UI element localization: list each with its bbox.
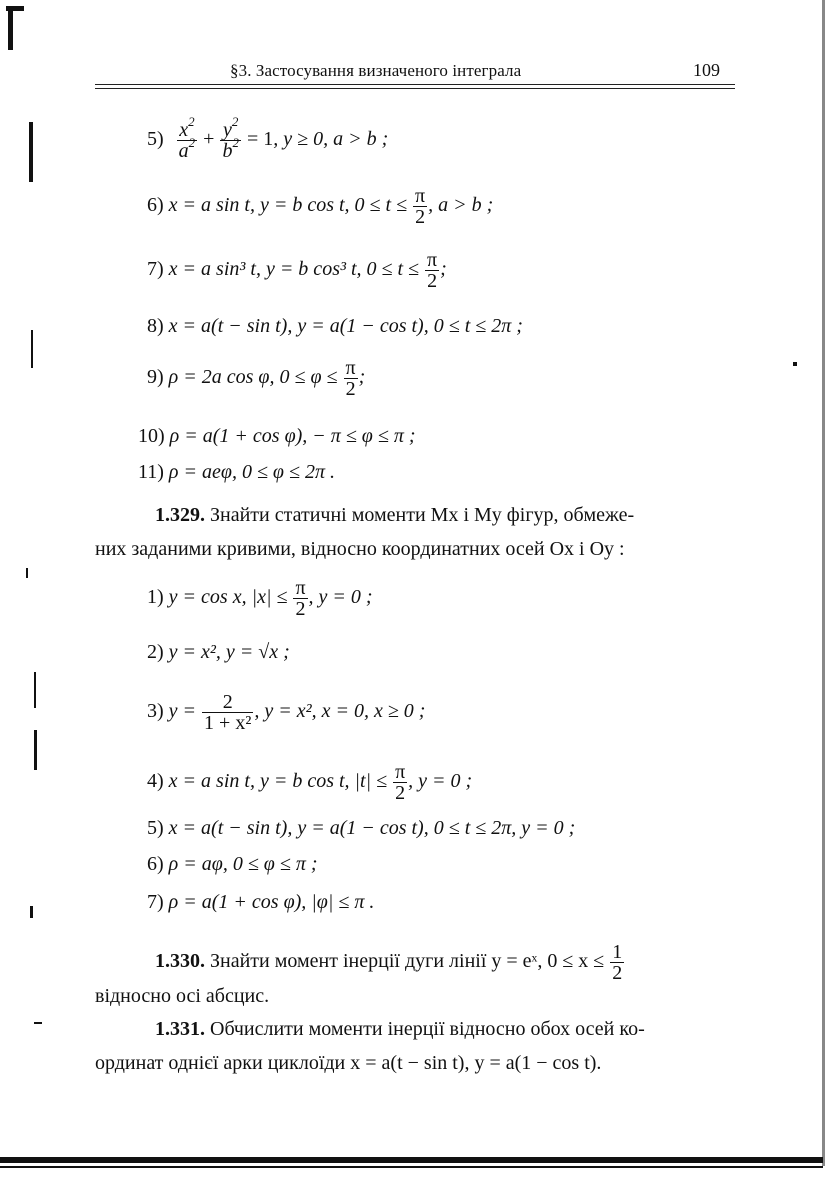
- formula-item-9: [147, 358, 365, 399]
- formula-text: ρ = aeφ, 0 ≤ φ ≤ 2π .: [168, 461, 335, 483]
- formula-item-8: [147, 314, 523, 338]
- item-number: 1): [147, 586, 164, 609]
- scan-speck: [29, 122, 33, 182]
- item-number: 11): [138, 461, 164, 483]
- formula-item-5: 5) $\frac{x^2}{a^2}$ + $\frac{y^2}{b^2}$ = 1, y ≥ 0, a > b ;: [147, 114, 389, 162]
- formula-text: y = cos x, |x| ≤: [168, 586, 288, 609]
- formula-text: x = a sin t, y = b cos t, 0 ≤ t ≤: [168, 194, 408, 217]
- fraction: $\frac{\pi}{2}$: [427, 249, 438, 292]
- formula-item-10: [138, 424, 416, 448]
- problem-1331-line2: ординат однієї арки циклоїди x = a(t − sin t), y = a(1 − cos t).: [95, 1052, 602, 1074]
- formula-1329-item-3: [147, 692, 425, 733]
- formula-text: , a > b ;: [428, 194, 494, 217]
- formula-text: ρ = aφ, 0 ≤ φ ≤ π ;: [168, 853, 318, 875]
- formula-1329-item-2: [147, 640, 290, 664]
- item-number: 5): [147, 817, 164, 839]
- formula-text: , y = 0 ;: [408, 770, 473, 793]
- item-number: 9): [147, 366, 164, 389]
- formula-1329-item-4: [147, 762, 472, 803]
- fraction: $\frac{1}{2}$: [612, 941, 623, 984]
- formula-1329-item-7: [147, 890, 374, 914]
- page-number: 109: [693, 60, 720, 80]
- problem-1329-line2: них заданими кривими, відносно координатних осей Ox і Oy :: [95, 538, 625, 560]
- scan-speck: [34, 1022, 42, 1024]
- item-number: 3): [147, 700, 164, 723]
- formula-text: y = x², y = √x ;: [168, 641, 290, 663]
- formula-item-7: [147, 250, 447, 291]
- formula-text: x = a sin³ t, y = b cos³ t, 0 ≤ t ≤: [168, 258, 420, 281]
- formula-item-11: [138, 460, 335, 484]
- formula-text: ρ = 2a cos φ, 0 ≤ φ ≤: [168, 366, 338, 389]
- formula-1329-item-5: [147, 816, 575, 840]
- condition: , y ≥ 0, a > b ;: [273, 128, 389, 151]
- page-bottom-edge: [0, 1157, 823, 1163]
- problem-1331-text: [95, 1012, 740, 1080]
- item-number: 5): [147, 128, 164, 151]
- fraction: $\frac{\pi}{2}$: [295, 577, 306, 620]
- item-number: 2): [147, 641, 164, 663]
- scan-speck: [30, 906, 33, 918]
- scan-speck: [34, 672, 36, 708]
- formula-text: y =: [168, 700, 197, 723]
- formula-text: ;: [358, 366, 366, 389]
- fraction: $\frac{\pi}{2}$: [415, 185, 426, 228]
- scan-speck: [26, 568, 28, 578]
- running-header-title: §3. Застосування визначеного інтеграла: [230, 61, 522, 80]
- item-number: 4): [147, 770, 164, 793]
- scan-speck: [793, 362, 797, 366]
- formula-1329-item-1: [147, 578, 373, 619]
- problem-number: 1.331.: [155, 1018, 205, 1040]
- formula-text: ρ = a(1 + cos φ), − π ≤ φ ≤ π ;: [169, 425, 416, 447]
- fraction: $\frac{\pi}{2}$: [345, 357, 356, 400]
- fraction: $\frac{\pi}{2}$: [395, 761, 406, 804]
- page-bottom-edge: [0, 1166, 823, 1168]
- fraction: $\frac{x^2}{a^2}$: [178, 114, 196, 162]
- header-rule: [95, 84, 735, 85]
- formula-text: x = a(t − sin t), y = a(1 − cos t), 0 ≤ t ≤ 2π, y = 0 ;: [168, 817, 576, 839]
- page-edge: [822, 0, 825, 1166]
- header-rule: [95, 88, 735, 89]
- item-number: 10): [138, 425, 165, 447]
- scan-speck: [31, 330, 33, 368]
- formula-text: x = a sin t, y = b cos t, |t| ≤: [168, 770, 388, 793]
- item-number: 6): [147, 194, 164, 217]
- problem-number: 1.329.: [155, 504, 205, 526]
- item-number: 7): [147, 891, 164, 913]
- formula-text: ;: [440, 258, 447, 281]
- formula-text: ρ = a(1 + cos φ), |φ| ≤ π .: [168, 891, 375, 913]
- problem-1330-line2: відносно осі абсцис.: [95, 985, 270, 1007]
- problem-text: Знайти момент інерції дуги лінії y = eˣ, 0 ≤ x ≤: [210, 950, 605, 973]
- problem-number: 1.330.: [155, 950, 205, 973]
- formula-text: x = a(t − sin t), y = a(1 − cos t), 0 ≤ t ≤ 2π ;: [168, 315, 523, 337]
- formula-1329-item-6: [147, 852, 318, 876]
- formula-item-6: [147, 186, 493, 227]
- formula-text: , y = 0 ;: [308, 586, 373, 609]
- item-number: 6): [147, 853, 164, 875]
- problem-1329-line1: 1.329. Знайти статичні моменти Mx і My фігур, обмеже-: [155, 504, 635, 526]
- scan-speck: [34, 730, 37, 770]
- problem-1331-line1: 1.331. Обчислити моменти інерції відносно обох осей ко-: [155, 1018, 645, 1040]
- item-number: 7): [147, 258, 164, 281]
- fraction: $\frac{y^2}{b^2}$: [222, 114, 239, 162]
- problem-1329-text: [95, 498, 740, 566]
- fraction: $\frac{2}{\text{1 + x²}}$: [204, 691, 252, 734]
- formula-text: , y = x², x = 0, x ≥ 0 ;: [254, 700, 426, 723]
- problem-1330-line1: [155, 942, 625, 983]
- corner-mark-icon: [6, 6, 24, 50]
- item-number: 8): [147, 315, 164, 337]
